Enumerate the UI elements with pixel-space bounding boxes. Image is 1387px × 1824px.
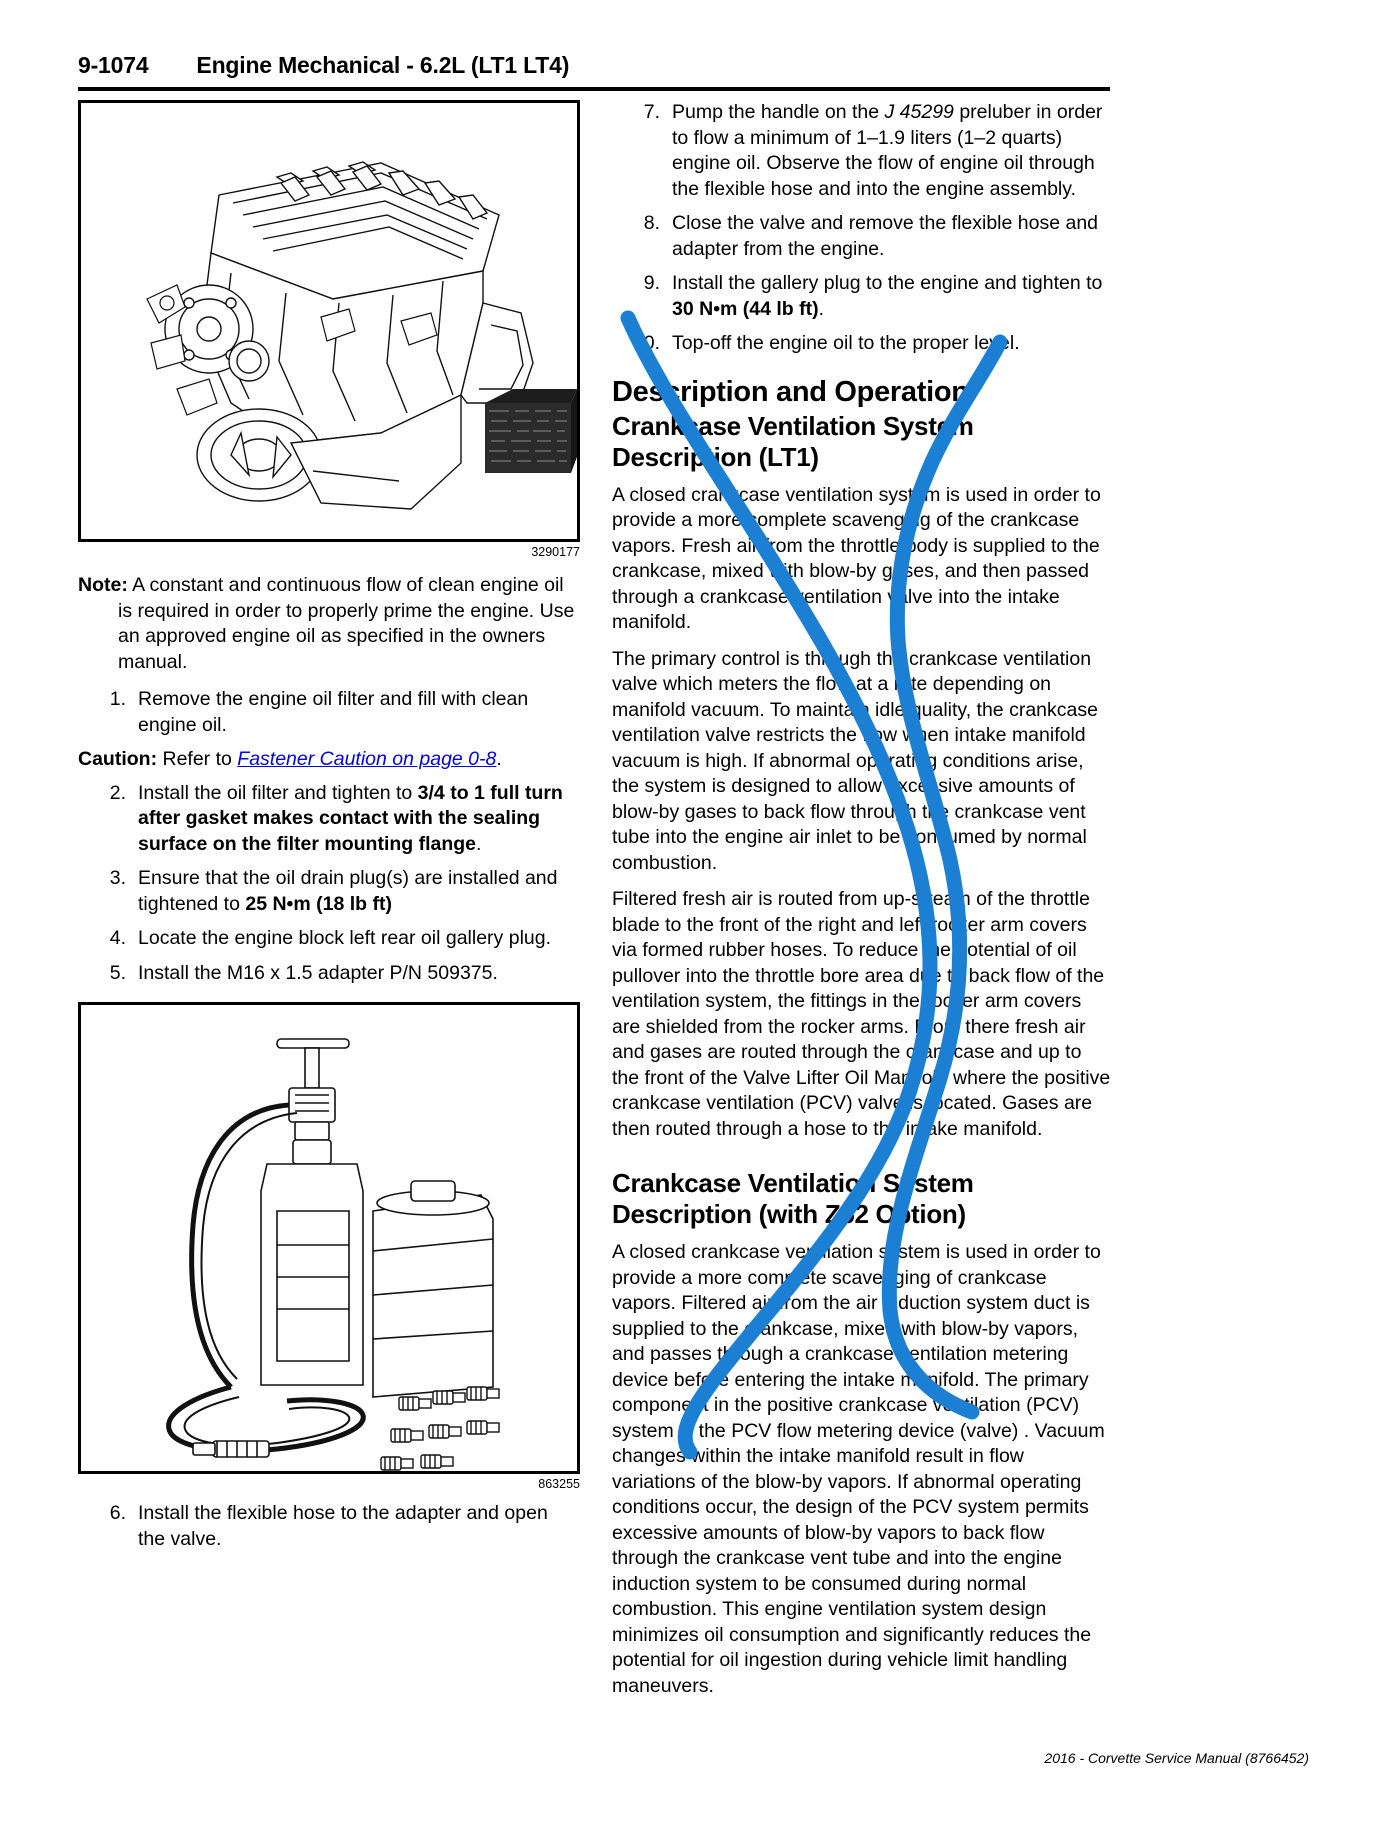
- list-item-step-2: [78, 781, 580, 858]
- step-number: 2.: [109, 781, 126, 804]
- list-item-step-6: [78, 1501, 580, 1552]
- step-text-bold: 25 N•m (18 lb ft): [245, 892, 392, 915]
- step-number: 1.: [109, 688, 126, 710]
- list-item-step-4: [78, 926, 580, 952]
- step-text: Remove the engine oil filter and fill with clean engine oil.: [138, 688, 529, 736]
- page-header: [78, 52, 1110, 79]
- step-number: 6.: [109, 1502, 126, 1524]
- step-text: Install the flexible hose to the adapter and open the valve.: [138, 1502, 548, 1550]
- step-number: 10.: [632, 332, 660, 354]
- step-text-post: preluber in order to flow a minimum of 1–1.9 liters (1–2 quarts) engine oil. Observe the flow of engine oil through the flexible hose and into the engine assembly.: [672, 101, 1103, 200]
- caution-label: Caution:: [78, 748, 158, 770]
- step-text-pre: Install the gallery plug to the engine and tighten to: [672, 272, 1103, 294]
- left-steps-group-1: [78, 687, 580, 738]
- step-text: Top-off the engine oil to the proper level.: [672, 332, 1020, 354]
- right-steps-group: [612, 100, 1112, 357]
- list-item-step-8: [612, 211, 1112, 262]
- header-divider: [78, 87, 1110, 91]
- right-column: [612, 100, 1112, 1710]
- step-text-post: .: [818, 297, 825, 320]
- figure-engine-assembly: [78, 100, 580, 542]
- step-text-pre: Pump the handle on the: [672, 101, 885, 123]
- paragraph-lt1-3: Filtered fresh air is routed from up-stream of the throttle blade to the front of the right and left rocker arm covers via formed rubber hoses. To reduce the potential of oil pullover into the throttle bore area due to back flow of the ventilation system, the fittings in the rocker arm covers are shielded from the rocker arms. From there fresh air and gases are routed through the crankcase and up to the front of the Valve Lifter Oil Manifold where the positive crankcase ventilation (PCV) valve is located. Gases are then routed through a hose to the intake manifold.: [612, 888, 1111, 1140]
- left-steps-group-3: [78, 1501, 580, 1552]
- list-item-step-3: [78, 866, 580, 917]
- step-number: 4.: [109, 927, 126, 949]
- note-label: Note:: [78, 574, 128, 596]
- step-text-pre: Ensure that the oil drain plug(s) are installed and tightened to: [138, 867, 558, 915]
- section-heading-description-and-operation: Description and Operation: [612, 375, 969, 408]
- list-item-step-10: [612, 331, 1112, 357]
- list-item-step-7: [612, 100, 1112, 202]
- caution-trail-text: .: [496, 748, 502, 770]
- step-number: 7.: [643, 101, 660, 123]
- step-text-pre: Install the oil filter and tighten to: [138, 781, 418, 804]
- step-text-post: .: [476, 832, 482, 855]
- caution-lead-text: Refer to: [157, 748, 238, 770]
- step-text-bold: 30 N•m (44 lb ft): [672, 297, 819, 320]
- subheading-crankcase-ventilation-z52: Crankcase Ventilation System Description (with Z52 Option): [612, 1168, 974, 1229]
- note-text: A constant and continuous flow of clean engine oil is required in order to properly prime the engine. Use an approved engine oil as specified in the owners manual.: [118, 574, 575, 673]
- engine-assembly-illustration: [81, 103, 577, 542]
- list-item-step-1: [78, 687, 580, 738]
- caution-block: [78, 747, 580, 773]
- left-column: [78, 100, 580, 1561]
- figure-caption-engine-assembly: 3290177: [531, 545, 580, 559]
- page-title: Engine Mechanical - 6.2L (LT1 LT4): [196, 52, 570, 78]
- list-item-step-5: [78, 961, 580, 987]
- step-number: 3.: [109, 867, 126, 889]
- paragraph-lt1-2: The primary control is through the crankcase ventilation valve which meters the flow at a rate depending on manifold vacuum. To maintain idle quality, the crankcase ventilation valve restricts the flow when intake manifold vacuum is high. If abnormal operating conditions arise, the system is designed to allow excessive amounts of blow-by gases to back flow through the crankcase vent tube into the engine air inlet to be consumed by normal combustion.: [612, 647, 1098, 874]
- paragraph-lt1-1: A closed crankcase ventilation system is used in order to provide a more complete scavenging of the crankcase vapors. Fresh air from the throttle body is supplied to the crankcase, mixed with blow-by gases, and then passed through a crankcase ventilation valve into the intake manifold.: [612, 483, 1101, 633]
- preluber-tool-illustration: [81, 1005, 577, 1474]
- left-steps-group-2: [78, 781, 580, 987]
- header-page-number: 9-1074: [78, 52, 149, 78]
- list-item-step-9: [612, 271, 1112, 322]
- fastener-caution-link[interactable]: Fastener Caution on page 0-8: [237, 748, 497, 770]
- step-text: Install the M16 x 1.5 adapter P/N 509375.: [138, 961, 498, 984]
- note-block: [78, 573, 580, 675]
- step-number: 8.: [643, 212, 660, 234]
- figure-caption-preluber-tool: 863255: [538, 1477, 580, 1491]
- page-footer: 2016 - Corvette Service Manual (8766452): [1044, 1750, 1309, 1766]
- step-text-bold: 3/4 to 1 full turn after gasket makes contact with the sealing surface on the filter mounting flange: [138, 781, 563, 855]
- step-text: Locate the engine block left rear oil gallery plug.: [138, 927, 552, 949]
- tool-designation: J 45299: [884, 101, 954, 123]
- figure-preluber-tool: [78, 1002, 580, 1474]
- paragraph-z52-1: A closed crankcase ventilation system is used in order to provide a more complete scavenging of crankcase vapors. Filtered air from the air induction system duct is supplied to the crankcase, mixed with blow-by vapors, and passes through a crankcase ventilation metering device before entering the intake manifold. The primary component in the positive crankcase ventilation (PCV) system is the PCV flow metering device (valve) . Vacuum changes within the intake manifold result in flow variations of the blow-by vapors. If abnormal operating conditions occur, the design of the PCV system permits excessive amounts of blow-by vapors to back flow through the crankcase vent tube and into the engine induction system to be consumed during normal combustion. This engine ventilation system design minimizes oil consumption and significantly reduces the potential for oil ingestion during vehicle limit handling maneuvers.: [612, 1241, 1105, 1697]
- step-text: Close the valve and remove the flexible hose and adapter from the engine.: [672, 212, 1099, 260]
- subheading-crankcase-ventilation-lt1: Crankcase Ventilation System Description (LT1): [612, 410, 974, 472]
- step-number: 5.: [109, 961, 126, 984]
- step-number: 9.: [643, 272, 660, 294]
